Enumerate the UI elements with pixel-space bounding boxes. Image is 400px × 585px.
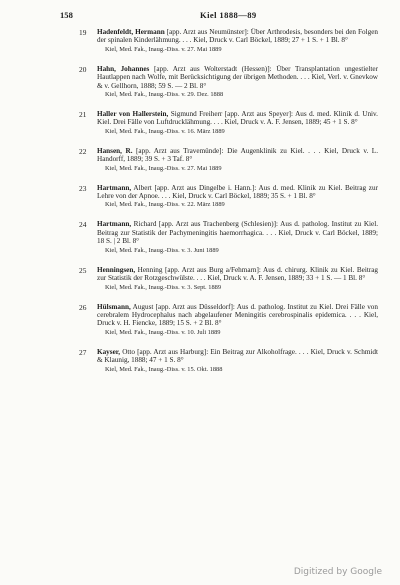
dissertation-note: Kiel, Med. Fak., Inaug.-Diss. v. 3. Sept. 1889 <box>105 283 222 291</box>
entry-number: 25 <box>79 265 87 275</box>
entry-text: Henning [app. Arzt aus Burg a/Fehmarn]: Aus d. chirurg. Klinik zu Kiel. Beitrag zur Statistik der Rotzgeschwülste. . . . Kiel, Druck v. A. F. Jensen, 1889; 33 + 1 S. — 1 Bl. 8° <box>97 265 378 283</box>
author-name: Henningsen, <box>97 265 136 274</box>
entry-text: August [app. Arzt aus Düsseldorf]: Aus d. patholog. Institut zu Kiel. Drei Fälle von cerebralem Hydrocephalus nach abgelaufener Meningitis cerebrospinalis epidemica. . . . Kiel, Druck v. H. Fiencke, 1889; 15 S. + 2 Bl. 8° <box>97 302 378 328</box>
bibliography-entry <box>0 147 400 173</box>
entry-text: [app. Arzt aus Wolterstadt (Hessen)]: Über Transplantation ungestielter Hautlappen nach Wolfe, mit Berücksichtigung der übrigen Methoden. . . . Kiel, Verl. v. Gnevkow & v. Gellhorn, 1888; 59 S. — 2 Bl. 8° <box>97 64 378 90</box>
dissertation-note: Kiel, Med. Fak., Inaug.-Diss. v. 22. März 1889 <box>105 201 225 209</box>
author-name: Kayser, <box>97 347 121 356</box>
entry-text: [app. Arzt aus Travemünde]: Die Augenklinik zu Kiel. . . . Kiel, Druck v. L. Handorff, 1889; 39 S. + 3 Taf. 8° <box>97 146 378 164</box>
entry-number: 21 <box>79 110 87 120</box>
digitization-watermark: Digitized by Google <box>293 567 382 577</box>
author-name: Hadenfeldt, Hermann <box>97 28 165 36</box>
running-title: Kiel 1888—89 <box>200 10 257 20</box>
dissertation-note: Kiel, Med. Fak., Inaug.-Diss. v. 27. Mai 1889 <box>105 164 222 172</box>
page-number: 158 <box>60 10 73 20</box>
entry-number: 19 <box>79 28 87 37</box>
author-name: Hartmann, <box>97 220 132 229</box>
bibliography-entry <box>0 110 400 136</box>
dissertation-note: Kiel, Med. Fak., Inaug.-Diss. v. 29. Dez. 1888 <box>105 91 224 99</box>
dissertation-note: Kiel, Med. Fak., Inaug.-Diss. v. 3. Juni 1889 <box>105 246 219 254</box>
author-name: Hahn, Johannes <box>97 64 150 73</box>
entry-number: 23 <box>79 183 87 193</box>
entry-body <box>97 348 378 365</box>
entry-number: 20 <box>79 64 87 74</box>
entry-text: Richard [app. Arzt aus Trachenberg (Schlesien)]: Aus d. patholog. Institut zu Kiel. Beitrag zur Statistik der Pachymeningitis haemorrhagica. . . . Kiel, Druck v. Carl Böckel, 1889; 18 S. | 2 Bl. 8° <box>97 220 378 246</box>
entry-body <box>97 110 378 127</box>
entry-body <box>97 147 378 164</box>
entry-number: 26 <box>79 302 87 312</box>
dissertation-note: Kiel, Med. Fak., Inaug.-Diss. v. 16. März 1889 <box>105 127 225 135</box>
entry-body <box>97 28 378 45</box>
entry-body <box>97 220 378 245</box>
dissertation-note: Kiel, Med. Fak., Inaug.-Diss. v. 10. Juli 1889 <box>105 328 221 336</box>
bibliography-entry <box>0 184 400 210</box>
bibliography-entry <box>0 220 400 254</box>
author-name: Hansen, R. <box>97 146 133 155</box>
entry-number: 27 <box>79 347 87 357</box>
author-name: Haller von Hallerstein, <box>97 110 169 119</box>
running-header <box>60 10 382 24</box>
author-name: Hartmann, <box>97 183 132 192</box>
bibliography-entry <box>0 65 400 99</box>
entry-number: 24 <box>79 220 87 230</box>
entry-text: [app. Arzt aus Neumünster]: Über Arthrodesis, besonders bei den Folgen der spinalen Kinderlähmung. . . . Kiel, Druck v. Carl Böckel, 1889; 27 + 1 S. + 1 Bl. 8° <box>97 28 379 45</box>
bibliography-entry <box>0 303 400 337</box>
entry-body <box>97 303 378 328</box>
entry-list <box>0 28 400 385</box>
dissertation-note: Kiel, Med. Fak., Inaug.-Diss. v. 27. Mai 1889 <box>105 45 222 53</box>
entry-text: Sigmund Freiherr [app. Arzt aus Speyer]: Aus d. med. Klinik d. Univ. Kiel. Drei Fälle von Luftdrucklähmung. . . . Kiel, Druck v. A. F. Jensen, 1889; 45 + 1 S. 8° <box>97 110 378 127</box>
entry-body <box>97 65 378 90</box>
entry-body <box>97 266 378 283</box>
entry-body <box>97 184 378 201</box>
entry-text: Albert [app. Arzt aus Dingelbe i. Hann.]: Aus d. med. Klinik zu Kiel. Beitrag zur Lehre von der Apnoe. . . . Kiel, Druck v. Carl Böckel, 1889; 35 S. + 1 Bl. 8° <box>97 183 378 201</box>
author-name: Hülsmann, <box>97 302 131 311</box>
entry-number: 22 <box>79 146 87 156</box>
entry-text: Otto [app. Arzt aus Harburg]: Ein Beitrag zur Alkoholfrage. . . . Kiel, Druck v. Schmidt & Klaunig, 1888; 47 + 1 S. 8° <box>97 347 378 365</box>
bibliography-entry <box>0 348 400 374</box>
dissertation-note: Kiel, Med. Fak., Inaug.-Diss. v. 15. Okt. 1888 <box>105 365 223 373</box>
bibliography-entry <box>0 28 400 54</box>
bibliography-entry <box>0 266 400 292</box>
